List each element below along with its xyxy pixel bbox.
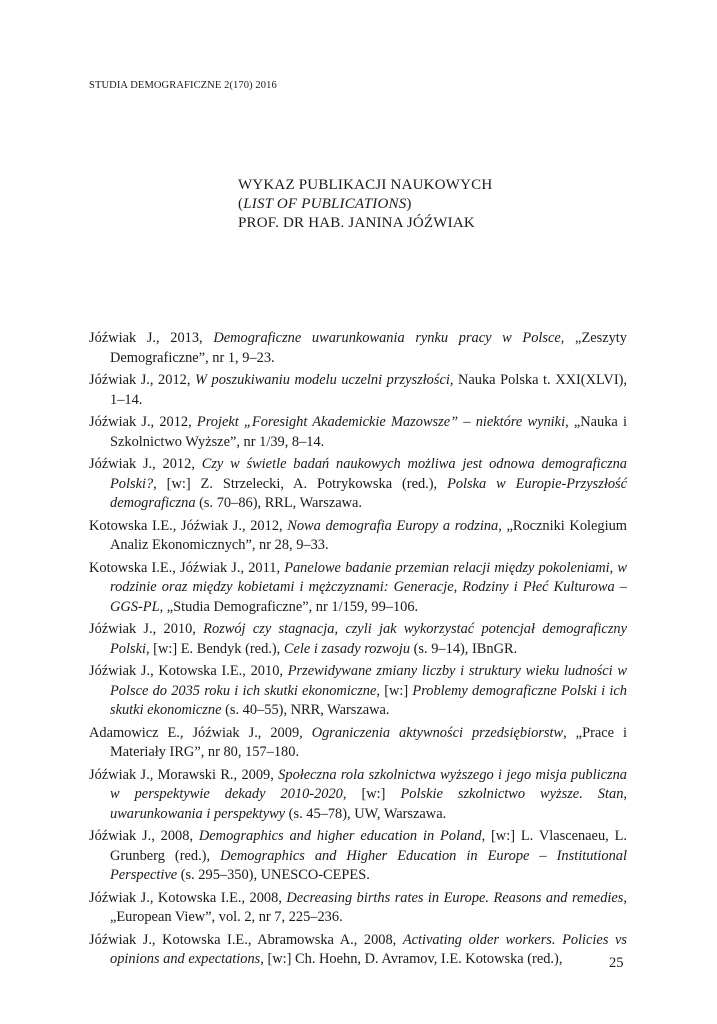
title-line-1: WYKAZ PUBLIKACJI NAUKOWYCH: [238, 177, 493, 193]
publication-entry: [89, 455, 627, 514]
publication-details: (s. 9–14), IBnGR.: [410, 640, 518, 657]
title-paren-close: ): [406, 196, 412, 212]
title-line-3: PROF. DR HAB. JANINA JÓŹWIAK: [238, 215, 475, 231]
publication-list: [89, 329, 627, 973]
publication-source: , [w:]: [342, 786, 401, 802]
publication-details: , Nauka Polska t. XXI(XLVI), 1–14.: [110, 372, 628, 408]
publication-title: Nowa demografia Europy a rodzina: [287, 517, 499, 534]
publication-entry: [89, 371, 627, 410]
publication-authors: Kotowska I.E., Jóźwiak J., 2012,: [89, 517, 288, 534]
publication-details: , „European View”, vol. 2, nr 7, 225–236.: [110, 889, 627, 925]
page-number: 25: [609, 955, 624, 971]
publication-authors: Jóźwiak J., Morawski R., 2009,: [89, 766, 279, 783]
publication-title: Społeczna rola szkolnictwa wyższego i jego misja publiczna w perspektywie dekady 2010-2020: [110, 766, 627, 802]
publication-title: Demographics and higher education in Poland: [198, 828, 482, 844]
publication-book-title: Cele i zasady rozwoju: [283, 640, 411, 657]
publication-entry: [89, 413, 627, 452]
publication-details: , „Zeszyty Demograficzne”, nr 1, 9–23.: [110, 330, 627, 366]
title-paren-open: (: [238, 196, 244, 212]
publication-entry: [89, 827, 627, 886]
publication-title: Rozwój czy stagnacja, czyli jak wykorzystać potencjał demograficzny Polski: [110, 621, 628, 657]
publication-details: (s. 45–78), UW, Warszawa.: [285, 805, 447, 822]
publication-source: , [w:]: [376, 682, 413, 699]
publication-title: Przewidywane zmiany liczby i struktury wieku ludności w Polsce do 2035 roku i ich skutki ekonomiczne: [110, 663, 627, 699]
publication-entry: [89, 517, 627, 556]
publication-authors: Kotowska I.E., Jóźwiak J., 2011,: [89, 559, 285, 576]
publication-authors: Jóźwiak J., 2012,: [89, 456, 202, 472]
publication-authors: Jóźwiak J., Kotowska I.E., 2010,: [89, 663, 288, 679]
publication-details: , „Roczniki Kolegium Analiz Ekonomicznych”, nr 28, 9–33.: [110, 517, 627, 553]
publication-authors: Jóźwiak J., 2010,: [89, 621, 204, 637]
publication-entry: [89, 620, 627, 659]
publication-title: Demograficzne uwarunkowania rynku pracy w Polsce: [213, 330, 561, 346]
page-title: [238, 176, 492, 233]
publication-book-title: Polskie szkolnictwo wyższe. Stan, uwarunkowania i perspektywy: [110, 786, 627, 822]
publication-authors: Jóźwiak J., 2008,: [89, 828, 199, 844]
publication-authors: Jóźwiak J., Kotowska I.E., 2008,: [89, 889, 287, 906]
publication-title: Ograniczenia aktywności przedsiębiorstw: [311, 724, 564, 741]
publication-title: Panelowe badanie przemian relacji między pokoleniami, w rodzinie oraz między kobietami i mężczyznami: Generacje, Rodziny i Płeć Kulturowa – GGS-PL: [110, 559, 627, 615]
publication-details: (s. 295–350), UNESCO-CEPES.: [177, 867, 370, 883]
publication-authors: Jóźwiak J., 2012,: [89, 372, 195, 388]
publication-title: Activating older workers. Policies vs opinions and expectations: [110, 931, 627, 967]
publication-details: , „Prace i Materiały IRG”, nr 80, 157–180.: [110, 724, 627, 760]
publication-book-title: Demographics and Higher Education in Europe – Institutional Perspective: [110, 847, 627, 883]
publication-entry: [89, 559, 627, 618]
running-head: STUDIA DEMOGRAFICZNE 2(170) 2016: [89, 80, 277, 91]
publication-authors: Jóźwiak J., 2013,: [89, 330, 214, 346]
publication-details: , „Nauka i Szkolnictwo Wyższe”, nr 1/39, 8–14.: [110, 414, 627, 450]
publication-details: (s. 70–86), RRL, Warszawa.: [195, 495, 362, 511]
publication-authors: Jóźwiak J., Kotowska I.E., Abramowska A., 2008,: [89, 931, 403, 948]
publication-title: W poszukiwaniu modelu uczelni przyszłości: [195, 372, 450, 388]
publication-book-title: Problemy demograficzne Polski i ich skutki ekonomiczne: [110, 682, 627, 718]
publication-entry: [89, 662, 627, 721]
publication-entry: [89, 931, 627, 970]
publication-title: Czy w świetle badań naukowych możliwa jest odnowa demograficzna Polski?: [110, 456, 627, 492]
publication-authors: Jóźwiak J., 2012,: [89, 414, 197, 430]
publication-title: Decreasing births rates in Europe. Reasons and remedies: [286, 889, 624, 906]
publication-entry: [89, 889, 627, 928]
publication-source: , [w:] L. Vlascenaeu, L. Grunberg (red.),: [110, 828, 627, 864]
publication-entry: [89, 329, 627, 368]
publication-source: , [w:] Z. Strzelecki, A. Potrykowska (red.),: [153, 475, 448, 492]
publication-details: , „Studia Demograficzne”, nr 1/159, 99–106.: [159, 598, 419, 615]
publication-title: Projekt „Foresight Akademickie Mazowsze” – niektóre wyniki: [196, 414, 566, 430]
publication-details: , [w:] Ch. Hoehn, D. Avramov, I.E. Kotowska (red.),: [260, 951, 563, 967]
title-english: LIST OF PUBLICATIONS: [243, 196, 407, 212]
publication-book-title: Polska w Europie-Przyszłość demograficzna: [110, 475, 628, 511]
publication-authors: Adamowicz E., Jóźwiak J., 2009,: [89, 724, 312, 741]
publication-source: , [w:] E. Bendyk (red.),: [145, 640, 284, 657]
title-line-2: [238, 195, 492, 214]
publication-entry: [89, 724, 627, 763]
publication-details: (s. 40–55), NRR, Warszawa.: [221, 702, 390, 718]
publication-entry: [89, 766, 627, 825]
